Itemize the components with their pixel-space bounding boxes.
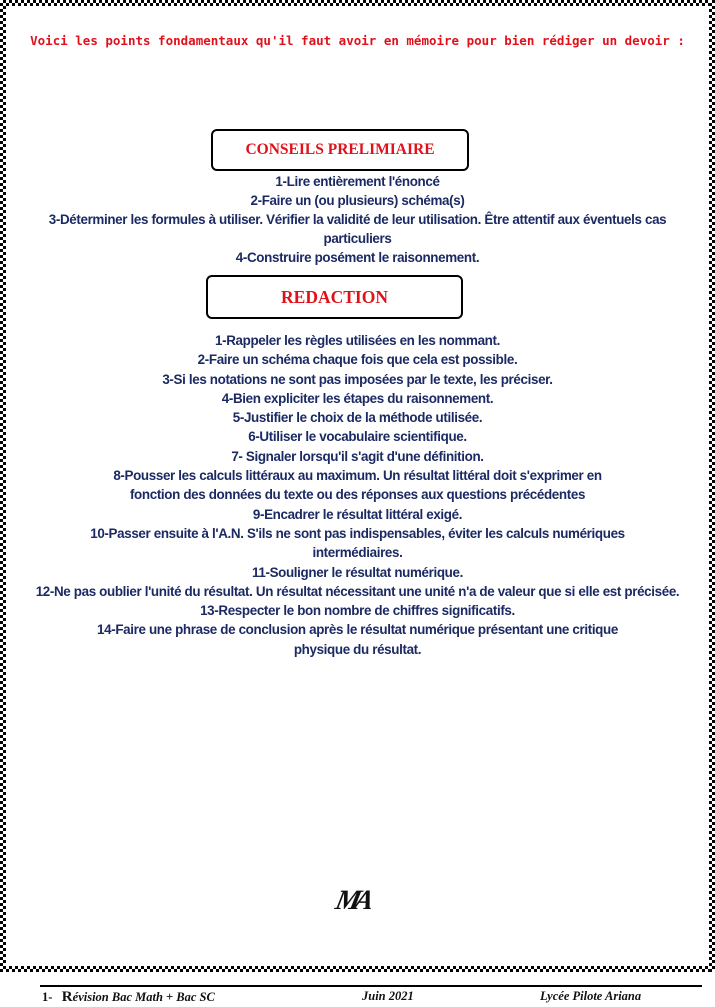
author-signature: MA <box>332 885 371 916</box>
list-item: 9-Encadrer le résultat littéral exigé. <box>252 506 463 522</box>
footer-school: Lycée Pilote Ariana <box>540 989 642 1003</box>
page-border-bottom <box>0 966 715 972</box>
list-item: 4-Construire posément le raisonnement. <box>235 250 480 265</box>
list-item: 14-Faire une phrase de conclusion après le résultat numérique présentant une critique physique du résultat. <box>97 622 618 657</box>
list-item: 3-Déterminer les formules à utiliser. Vérifier la validité de leur utilisation. Être attentif aux éventuels cas particuliers <box>48 212 667 246</box>
list-item: 2-Faire un (ou plusieurs) schéma(s) <box>250 193 465 208</box>
page-border-top <box>0 0 715 6</box>
list-item: 3-Si les notations ne sont pas imposées par le texte, les préciser. <box>162 371 553 387</box>
redaction-heading-box <box>206 275 463 319</box>
list-item: 8-Pousser les calculs littéraux au maximum. Un résultat littéral doit s'exprimer en fonction des données du texte ou des réponses aux questions précédentes <box>113 468 602 503</box>
list-item: 1-Lire entièrement l'énoncé <box>275 174 440 189</box>
footer-initial: R <box>61 989 73 1005</box>
list-item: 10-Passer ensuite à l'A.N. S'ils ne sont pas indispensables, éviter les calculs numériques intermédiaires. <box>90 525 625 561</box>
page-border-right <box>709 0 715 972</box>
list-item: 11-Souligner le résultat numérique. <box>252 564 463 580</box>
conseils-list <box>10 172 705 267</box>
list-item: 6-Utiliser le vocabulaire scientifique. <box>248 429 467 445</box>
conseils-heading: CONSEILS PRELIMIAIRE <box>245 141 435 158</box>
intro-text: Voici les points fondamentaux qu'il faut avoir en mémoire pour bien rédiger un devoir : <box>30 33 685 48</box>
list-item: 2-Faire un schéma chaque fois que cela est possible. <box>197 352 518 368</box>
page-number: 1- <box>42 990 53 1004</box>
list-item: 7- Signaler lorsqu'il s'agit d'une définition. <box>231 448 484 464</box>
list-item: 4-Bien expliciter les étapes du raisonnement. <box>221 390 494 406</box>
redaction-heading: REDACTION <box>281 286 388 307</box>
list-item: 13-Respecter le bon nombre de chiffres significatifs. <box>200 603 515 619</box>
list-item: 5-Justifier le choix de la méthode utilisée. <box>232 410 483 426</box>
redaction-list <box>10 331 705 659</box>
footer-divider <box>40 985 702 987</box>
footer-date: Juin 2021 <box>362 989 414 1003</box>
page-border-left <box>0 0 6 972</box>
list-item: 12-Ne pas oublier l'unité du résultat. Un résultat nécessitant une unité n'a de valeur que si elle est précisée. <box>35 583 680 599</box>
footer-course: évision Bac Math + Bac SC <box>72 990 215 1004</box>
footer-title <box>42 989 215 1006</box>
list-item: 1-Rappeler les règles utilisées en les nommant. <box>215 333 500 348</box>
conseils-heading-box <box>211 129 469 171</box>
